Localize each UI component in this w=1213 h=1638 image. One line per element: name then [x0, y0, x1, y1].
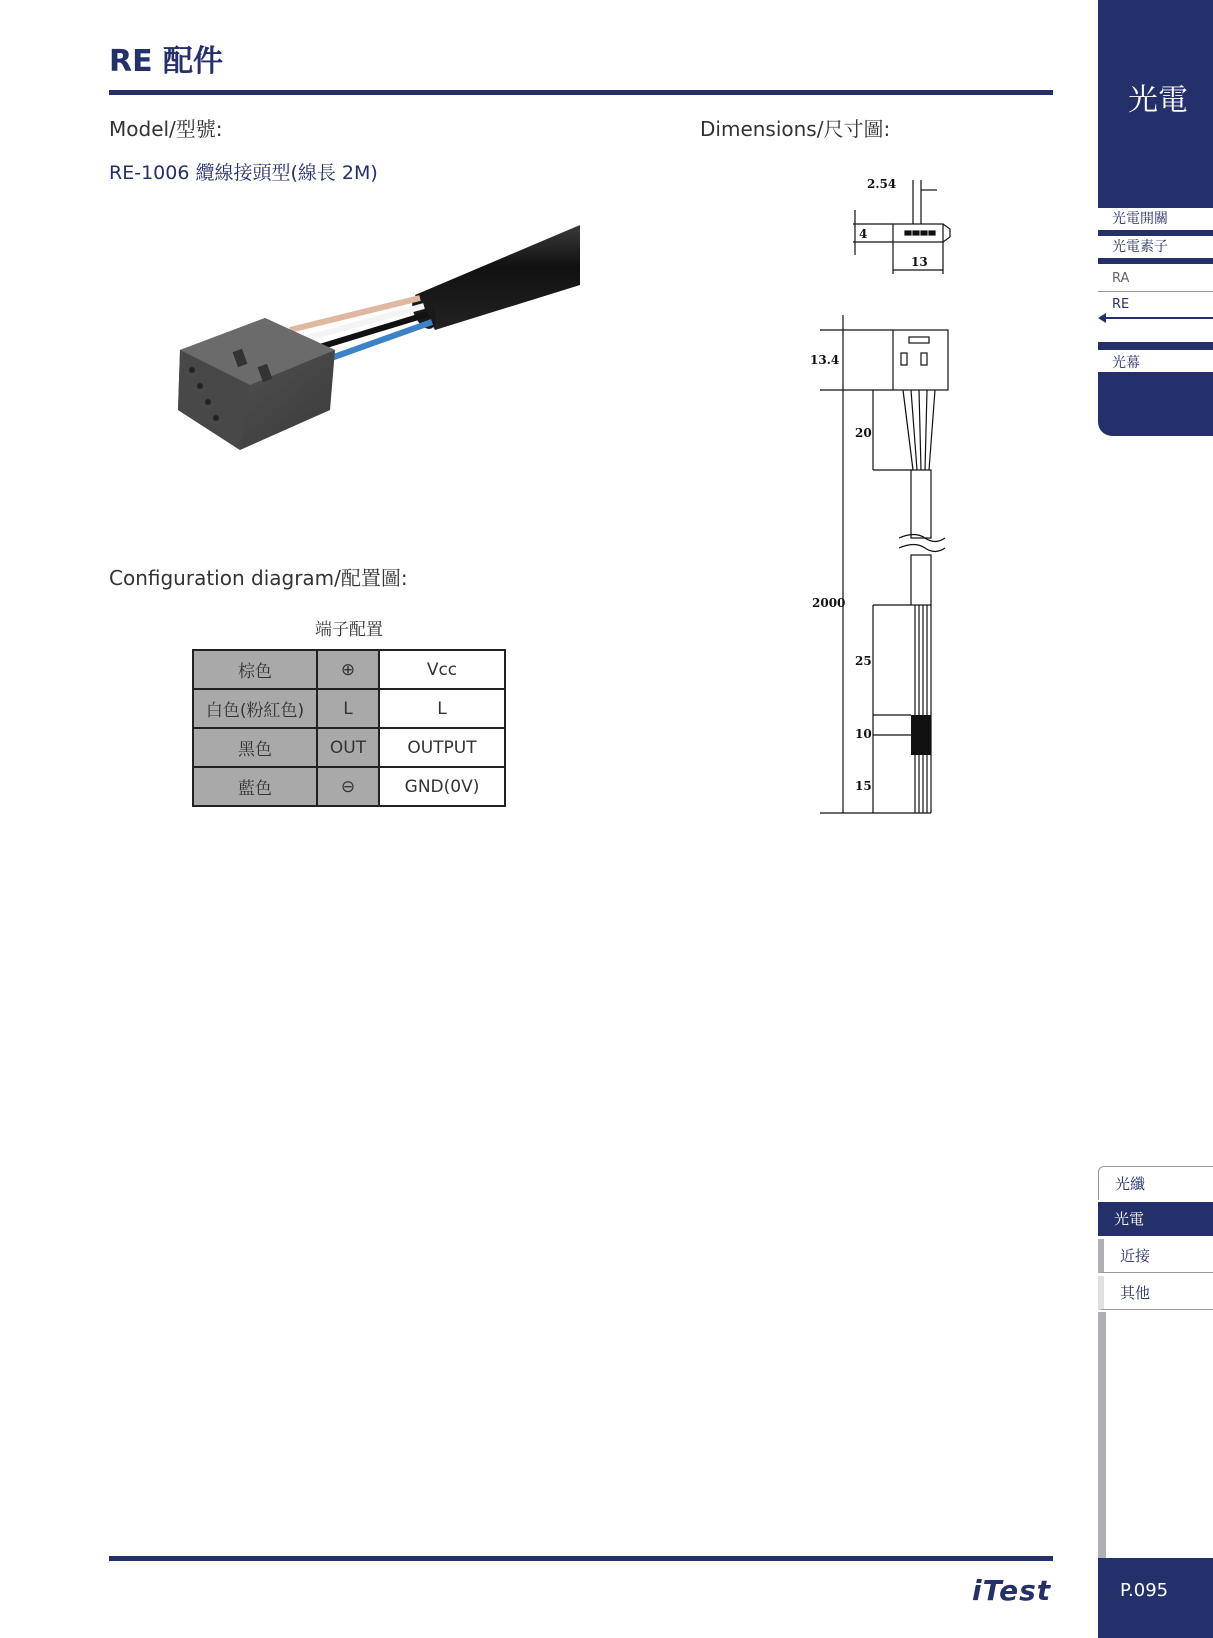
dim-wire-free: 20: [855, 426, 872, 440]
cable-sheath: [415, 225, 580, 330]
footer-rule: [109, 1556, 1053, 1561]
dim-pitch: 2.54: [867, 177, 897, 191]
pin-signal: GND(0V): [379, 767, 505, 806]
dim-head: 13.4: [810, 353, 840, 367]
pin-symbol: ⊖: [317, 767, 379, 806]
product-photo: [140, 210, 580, 510]
sidebar-bottom-block: [1098, 372, 1213, 436]
table-row: [193, 728, 505, 767]
page-title: RE 配件: [109, 44, 224, 79]
header-rule: [109, 90, 1053, 95]
dimension-drawing-top: [845, 170, 965, 280]
wire-color: 藍色: [193, 767, 317, 806]
dimension-drawing-main: [810, 305, 975, 825]
pin-signal: L: [379, 689, 505, 728]
wire-color: 白色(粉紅色): [193, 689, 317, 728]
table-row: [193, 767, 505, 806]
tab-photoelectric[interactable]: 光電: [1098, 1202, 1213, 1236]
config-label: Configuration diagram/配置圖:: [109, 566, 408, 590]
dim-sleeve: 10: [855, 727, 872, 741]
pin-table: [192, 649, 506, 807]
table-row: [193, 650, 505, 689]
sidebar-item-1[interactable]: 光電開關: [1112, 211, 1168, 227]
table-row: [193, 689, 505, 728]
tab-proximity[interactable]: 近接: [1098, 1239, 1213, 1273]
pin-symbol: L: [317, 689, 379, 728]
pin-symbol: OUT: [317, 728, 379, 767]
dim-strip: 25: [855, 654, 872, 668]
wire-color: 黑色: [193, 728, 317, 767]
dim-end: 15: [855, 779, 872, 793]
dim-height: 4: [859, 227, 868, 241]
terminal-caption: 端子配置: [315, 620, 383, 640]
pin-signal: Vcc: [379, 650, 505, 689]
sidebar-item-ra[interactable]: RA: [1112, 271, 1130, 286]
arrow-left-icon: [1098, 313, 1106, 323]
sidebar-item-curtain[interactable]: 光幕: [1112, 355, 1140, 371]
model-name: RE-1006 纜線接頭型(線長 2M): [109, 162, 378, 184]
sidebar-gray-bar: [1098, 1312, 1106, 1558]
model-label: Model/型號:: [109, 117, 223, 141]
dim-total: 2000: [812, 596, 846, 610]
tab-fiber[interactable]: 光纖: [1098, 1166, 1213, 1200]
sidebar-category: 光電: [1128, 83, 1188, 118]
tab-other[interactable]: 其他: [1098, 1276, 1213, 1310]
active-arrow-line: [1104, 317, 1213, 319]
pin-signal: OUTPUT: [379, 728, 505, 767]
sidebar-item-2[interactable]: 光電素子: [1112, 239, 1168, 255]
itest-logo: iTest: [972, 1574, 1052, 1607]
page-number: P.095: [1120, 1580, 1169, 1601]
sidebar-item-re[interactable]: RE: [1112, 297, 1130, 312]
dim-width: 13: [911, 255, 928, 269]
wire-color: 棕色: [193, 650, 317, 689]
dimensions-label: Dimensions/尺寸圖:: [700, 117, 891, 141]
pin-symbol: ⊕: [317, 650, 379, 689]
